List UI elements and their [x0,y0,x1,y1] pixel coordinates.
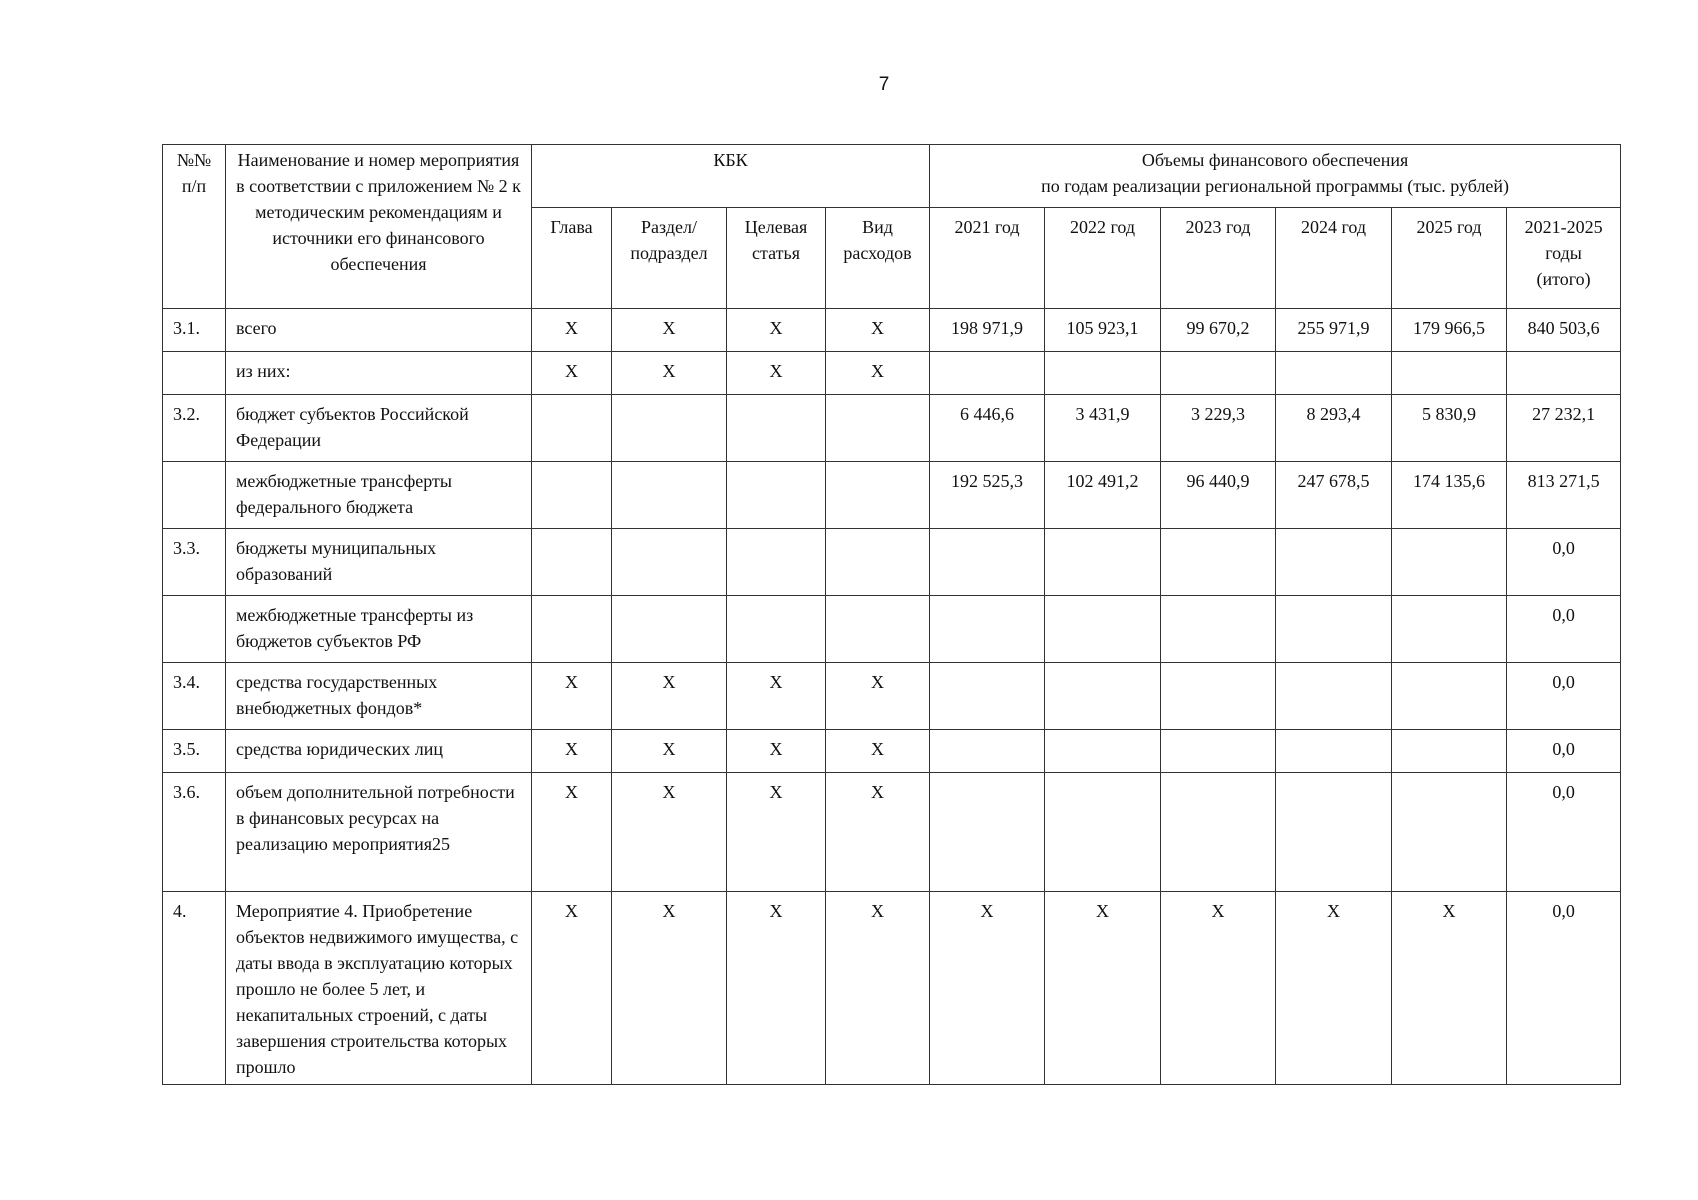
table-row [163,309,1621,352]
value-cell: 0,0 [1507,730,1621,773]
value-cell: 96 440,9 [1161,462,1276,529]
value-cell: 0,0 [1507,773,1621,892]
table-row [163,596,1621,663]
value-cell: 8 293,4 [1276,395,1392,462]
row-number: 3.3. [163,529,226,596]
kbk-cell: X [532,352,612,395]
kbk-cell: X [826,730,930,773]
value-cell [1276,352,1392,395]
kbk-cell [612,596,727,663]
value-cell: 3 229,3 [1161,395,1276,462]
value-cell: 813 271,5 [1507,462,1621,529]
value-cell [1392,352,1507,395]
value-cell: 192 525,3 [930,462,1045,529]
kbk-cell [727,529,826,596]
kbk-cell: X [727,352,826,395]
table-row [163,529,1621,596]
value-cell: 5 830,9 [1392,395,1507,462]
value-cell: 179 966,5 [1392,309,1507,352]
kbk-cell [532,596,612,663]
kbk-cell: X [727,663,826,730]
header-kbk-razdel: Раздел/ подраздел [612,208,727,309]
kbk-cell [826,395,930,462]
value-cell [930,730,1045,773]
value-cell [1276,596,1392,663]
value-cell: 198 971,9 [930,309,1045,352]
kbk-cell [826,462,930,529]
kbk-cell: X [612,773,727,892]
value-cell [1161,663,1276,730]
kbk-cell [612,462,727,529]
header-year-2025: 2025 год [1392,208,1507,309]
value-cell: 0,0 [1507,596,1621,663]
value-cell [1276,529,1392,596]
table-row [163,462,1621,529]
kbk-cell [826,596,930,663]
kbk-cell: X [826,773,930,892]
table-row [163,663,1621,730]
value-cell [1161,773,1276,892]
kbk-cell: X [612,663,727,730]
value-cell: 0,0 [1507,892,1621,1085]
header-kbk-vid: Вид расходов [826,208,930,309]
value-cell [930,352,1045,395]
kbk-cell: X [532,892,612,1085]
kbk-cell: X [826,663,930,730]
value-cell [1276,663,1392,730]
value-cell: X [1276,892,1392,1085]
value-cell [930,663,1045,730]
kbk-cell: X [612,352,727,395]
row-number: 4. [163,892,226,1085]
table-row [163,773,1621,892]
value-cell [1045,529,1161,596]
kbk-cell [532,395,612,462]
row-name: средства юридических лиц [226,730,532,773]
value-cell: 3 431,9 [1045,395,1161,462]
kbk-cell: X [826,892,930,1085]
row-number: 3.6. [163,773,226,892]
value-cell [1392,529,1507,596]
value-cell [1392,663,1507,730]
value-cell: 27 232,1 [1507,395,1621,462]
row-number: 3.1. [163,309,226,352]
value-cell: 840 503,6 [1507,309,1621,352]
kbk-cell [727,462,826,529]
header-year-2023: 2023 год [1161,208,1276,309]
kbk-cell [826,529,930,596]
table-row [163,352,1621,395]
value-cell [1045,352,1161,395]
header-year-2021: 2021 год [930,208,1045,309]
kbk-cell [727,395,826,462]
value-cell: X [1392,892,1507,1085]
table-row [163,730,1621,773]
value-cell: X [1045,892,1161,1085]
value-cell: 6 446,6 [930,395,1045,462]
kbk-cell: X [532,773,612,892]
kbk-cell: X [612,730,727,773]
financing-table [162,144,1621,1085]
value-cell [930,596,1045,663]
header-kbk-statya: Целевая статья [727,208,826,309]
kbk-cell [532,462,612,529]
kbk-cell: X [727,730,826,773]
header-row-top [163,145,1621,208]
row-name: бюджет субъектов Российской Федерации [226,395,532,462]
kbk-cell: X [826,352,930,395]
value-cell [930,529,1045,596]
value-cell: 99 670,2 [1161,309,1276,352]
kbk-cell: X [826,309,930,352]
row-number [163,352,226,395]
table-row [163,892,1621,1085]
kbk-cell [612,529,727,596]
kbk-cell: X [532,730,612,773]
row-name: бюджеты муниципальных образований [226,529,532,596]
header-financing [930,145,1621,208]
value-cell [1276,773,1392,892]
kbk-cell [532,529,612,596]
row-number: 3.2. [163,395,226,462]
kbk-cell: X [532,309,612,352]
kbk-cell [727,596,826,663]
header-year-2024: 2024 год [1276,208,1392,309]
kbk-cell: X [532,663,612,730]
value-cell: 102 491,2 [1045,462,1161,529]
value-cell: 0,0 [1507,663,1621,730]
value-cell [1392,730,1507,773]
value-cell: 255 971,9 [1276,309,1392,352]
kbk-cell: X [612,309,727,352]
value-cell: X [1161,892,1276,1085]
header-financing-line1: Объемы финансового обеспечения [1141,150,1409,170]
value-cell: X [930,892,1045,1085]
value-cell: 105 923,1 [1045,309,1161,352]
value-cell: 0,0 [1507,529,1621,596]
kbk-cell: X [727,892,826,1085]
value-cell [930,773,1045,892]
row-name: из них: [226,352,532,395]
kbk-cell [612,395,727,462]
row-name: Мероприятие 4. Приобретение объектов недвижимого имущества, с даты ввода в эксплуатацию которых прошло не более 5 лет, и некапитальных строений, с даты завершения строительства которых прошло [226,892,532,1085]
value-cell: 174 135,6 [1392,462,1507,529]
value-cell [1276,730,1392,773]
header-name: Наименование и номер мероприятия в соответствии с приложением № 2 к методическим рекомендациям и источники его финансового обеспечения [226,145,532,309]
kbk-cell: X [727,309,826,352]
row-name: средства государственных внебюджетных фондов* [226,663,532,730]
value-cell [1045,663,1161,730]
kbk-cell: X [612,892,727,1085]
value-cell: 247 678,5 [1276,462,1392,529]
header-kbk: КБК [532,145,930,208]
row-name: межбюджетные трансферты из бюджетов субъектов РФ [226,596,532,663]
row-number [163,462,226,529]
value-cell [1161,596,1276,663]
value-cell [1045,773,1161,892]
header-financing-line2: по годам реализации региональной программы (тыс. рублей) [1041,176,1510,196]
kbk-cell: X [727,773,826,892]
header-kbk-glava: Глава [532,208,612,309]
row-number: 3.5. [163,730,226,773]
value-cell [1045,730,1161,773]
header-year-total: 2021-2025 годы (итого) [1507,208,1621,309]
page-number: 7 [878,74,890,95]
value-cell [1507,352,1621,395]
row-name: объем дополнительной потребности в финансовых ресурсах на реализацию мероприятия25 [226,773,532,892]
row-number: 3.4. [163,663,226,730]
value-cell [1392,596,1507,663]
header-year-2022: 2022 год [1045,208,1161,309]
value-cell [1045,596,1161,663]
header-num: №№ п/п [163,145,226,309]
value-cell [1161,529,1276,596]
value-cell [1392,773,1507,892]
table-row [163,395,1621,462]
row-number [163,596,226,663]
row-name: всего [226,309,532,352]
value-cell [1161,352,1276,395]
value-cell [1161,730,1276,773]
row-name: межбюджетные трансферты федерального бюджета [226,462,532,529]
